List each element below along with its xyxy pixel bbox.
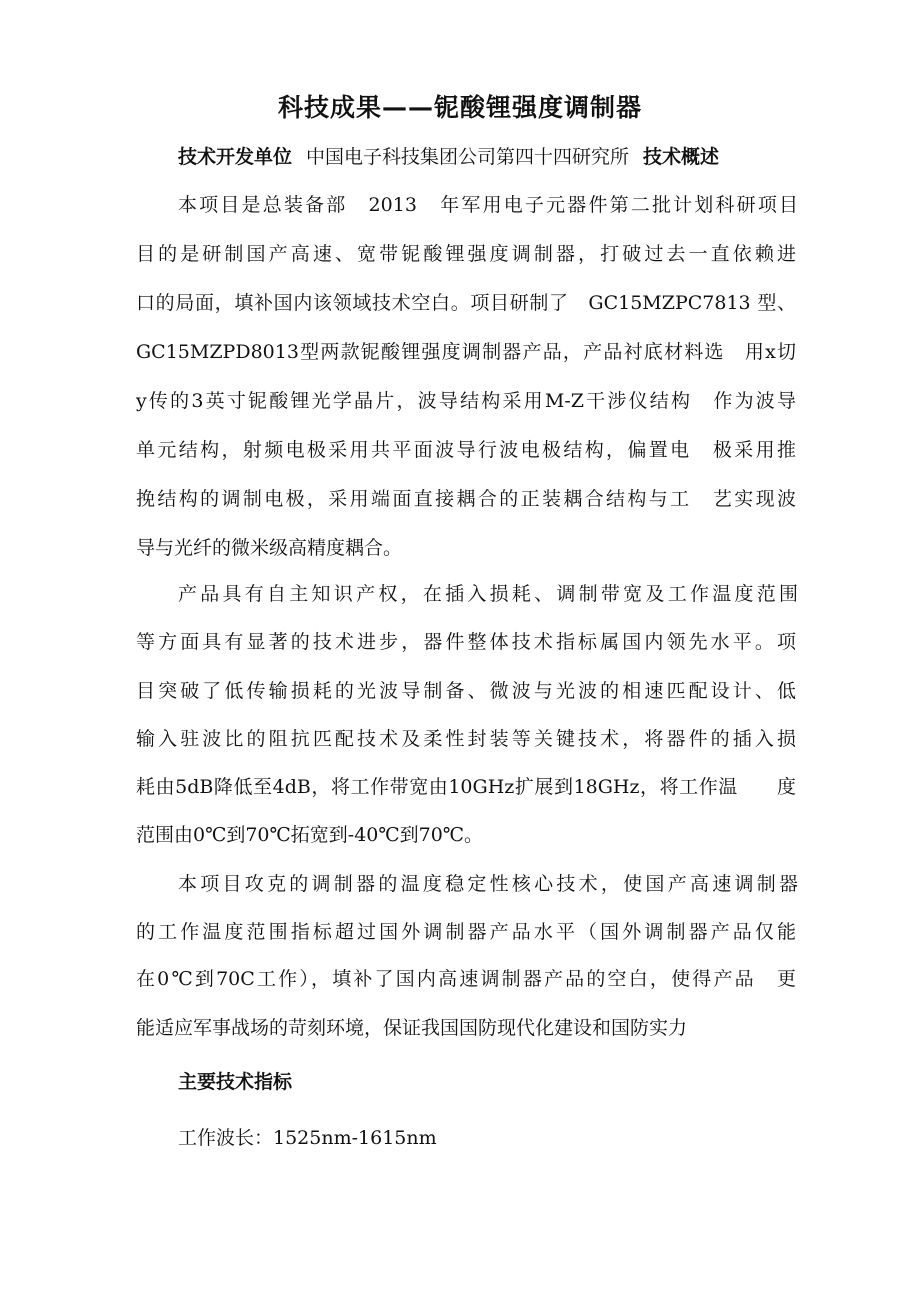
paragraph-1-line-8: 导与光纤的微米级高精度耦合。 (136, 537, 403, 559)
paragraph-1-line-6: 单元结构，射频电极采用共平面波导行波电极结构，偏置电 极采用推 (136, 439, 796, 461)
wavelength-line: 工作波长：1525nm-1615nm (178, 1127, 437, 1149)
paragraph-1-line-4: GC15MZPD8013型两款铌酸锂强度调制器产品，产品衬底材料选 用x切 (136, 341, 796, 363)
paragraph-1-line-3: 口的局面，填补国内该领域技术空白。项目研制了 GC15MZPC7813 型、 (136, 292, 796, 314)
paragraph-2-line-3: 目突破了低传输损耗的光波导制备、微波与光波的相速匹配设计、低 (136, 680, 796, 702)
dev-unit-line (178, 145, 798, 169)
overview-label: 技术概述 (643, 146, 720, 168)
dev-unit-label: 技术开发单位 (178, 146, 293, 168)
dev-unit-value: 中国电子科技集团公司第四十四研究所 (306, 146, 630, 168)
paragraph-1-line-2: 目的是研制国产高速、宽带铌酸锂强度调制器，打破过去一直依赖进 (136, 243, 796, 265)
paragraph-3-line-2: 的工作温度范围指标超过国外调制器产品水平（国外调制器产品仅能 (136, 921, 796, 943)
document-title: 科技成果——铌酸锂强度调制器 (277, 93, 642, 122)
paragraph-2-line-1: 产品具有自主知识产权，在插入损耗、调制带宽及工作温度范围 (178, 583, 798, 605)
paragraph-2-line-5: 耗由5dB降低至4dB，将工作带宽由10GHz扩展到18GHz，将工作温 度 (136, 776, 796, 798)
paragraph-2-line-2: 等方面具有显著的技术进步，器件整体技术指标属国内领先水平。项 (136, 631, 796, 653)
indicators-heading: 主要技术指标 (178, 1071, 293, 1093)
paragraph-2-line-6: 范围由0℃到70℃拓宽到-40℃到70℃。 (136, 824, 484, 846)
paragraph-3-line-3: 在0℃到70C工作），填补了国内高速调制器产品的空白，使得产品 更 (136, 968, 796, 990)
paragraph-2-line-4: 输入驻波比的阻抗匹配技术及柔性封装等关键技术，将器件的插入损 (136, 728, 796, 750)
paragraph-1-line-1: 本项目是总装备部 2013 年军用电子元器件第二批计划科研项目 (178, 194, 798, 216)
paragraph-3-line-1: 本项目攻克的调制器的温度稳定性核心技术，使国产高速调制器 (178, 873, 798, 895)
paragraph-3-line-4: 能适应军事战场的苛刻环境，保证我国国防现代化建设和国防实力 (136, 1017, 688, 1039)
paragraph-1-line-5: y传的3英寸铌酸锂光学晶片，波导结构采用M-Z干涉仪结构 作为波导 (136, 390, 796, 412)
paragraph-1-line-7: 挽结构的调制电极，采用端面直接耦合的正装耦合结构与工 艺实现波 (136, 488, 796, 510)
